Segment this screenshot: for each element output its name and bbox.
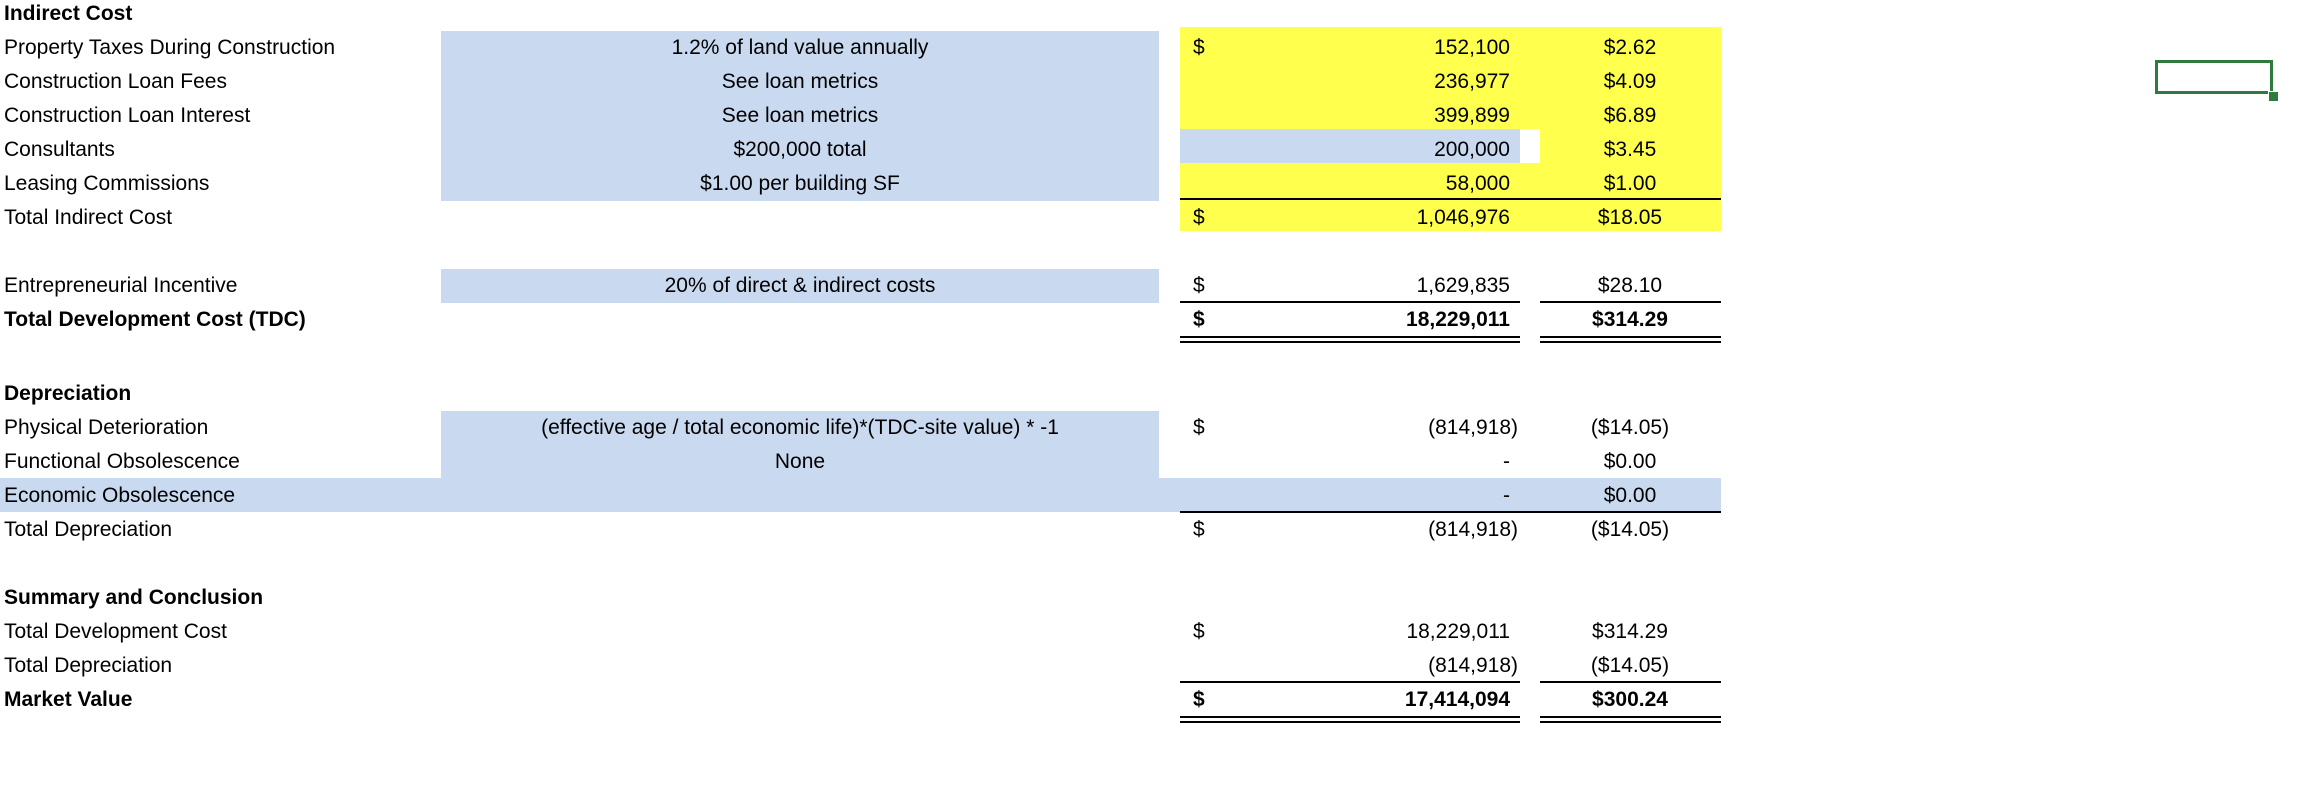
indirect-total-rule <box>1180 198 1721 200</box>
psf-economic-obsolescence[interactable]: $0.00 <box>1603 484 1657 507</box>
dollar-total-depreciation: $ <box>1193 518 1205 541</box>
indirect-heading: Indirect Cost <box>4 2 133 25</box>
tdc-double-rule-psf <box>1540 336 1721 343</box>
psf-total-indirect[interactable]: $18.05 <box>1597 206 1663 229</box>
dollar-total-indirect: $ <box>1193 206 1205 229</box>
amount-functional-obsolescence[interactable]: - <box>1503 450 1510 473</box>
row-label-economic-obsolescence: Economic Obsolescence <box>4 484 236 507</box>
row-label-leasing-commissions: Leasing Commissions <box>4 172 210 195</box>
amount-economic-obsolescence[interactable]: - <box>1503 484 1510 507</box>
consultants-gap <box>1520 129 1540 163</box>
dollar-tdc: $ <box>1193 308 1205 331</box>
note-property-taxes[interactable]: 1.2% of land value annually <box>441 31 1159 65</box>
psf-summary-tdc[interactable]: $314.29 <box>1592 620 1668 643</box>
row-label-entrepreneurial-incentive: Entrepreneurial Incentive <box>4 274 238 297</box>
note-leasing-commissions[interactable]: $1.00 per building SF <box>441 167 1159 201</box>
note-entrepreneurial-incentive[interactable]: 20% of direct & indirect costs <box>441 269 1159 303</box>
fill-handle[interactable] <box>2268 91 2279 102</box>
row-label-property-taxes: Property Taxes During Construction <box>4 36 336 59</box>
dollar-market-value: $ <box>1193 688 1205 711</box>
market-value-double-rule-psf <box>1540 716 1721 723</box>
psf-summary-depreciation[interactable]: ($14.05) <box>1590 654 1670 677</box>
psf-market-value[interactable]: $300.24 <box>1592 688 1668 711</box>
tdc-double-rule-amount <box>1180 336 1520 343</box>
row-label-summary-depreciation: Total Depreciation <box>4 654 173 677</box>
amount-consultants[interactable]: 200,000 <box>1434 138 1510 161</box>
amount-summary-tdc[interactable]: 18,229,011 <box>1406 620 1510 643</box>
dollar-summary-tdc: $ <box>1193 620 1205 643</box>
amount-market-value[interactable]: 17,414,094 <box>1404 688 1510 711</box>
row-label-loan-fees: Construction Loan Fees <box>4 70 227 93</box>
row-label-tdc: Total Development Cost (TDC) <box>4 308 306 331</box>
summary-heading: Summary and Conclusion <box>4 586 264 609</box>
psf-property-taxes[interactable]: $2.62 <box>1603 36 1657 59</box>
psf-entrepreneurial-incentive[interactable]: $28.10 <box>1597 274 1663 297</box>
psf-consultants[interactable]: $3.45 <box>1603 138 1657 161</box>
market-value-double-rule-amount <box>1180 716 1520 723</box>
note-physical-deterioration[interactable]: (effective age / total economic life)*(TDC-site value) * -1 <box>441 411 1159 445</box>
dollar-entrepreneurial-incentive: $ <box>1193 274 1205 297</box>
psf-physical-deterioration[interactable]: ($14.05) <box>1590 416 1670 439</box>
amount-loan-interest[interactable]: 399,899 <box>1434 104 1510 127</box>
note-loan-fees[interactable]: See loan metrics <box>441 65 1159 99</box>
note-consultants[interactable]: $200,000 total <box>441 133 1159 167</box>
psf-loan-interest[interactable]: $6.89 <box>1603 104 1657 127</box>
note-loan-interest[interactable]: See loan metrics <box>441 99 1159 133</box>
note-functional-obsolescence[interactable]: None <box>441 445 1159 479</box>
row-label-consultants: Consultants <box>4 138 115 161</box>
depreciation-heading: Depreciation <box>4 382 132 405</box>
dollar-property-taxes: $ <box>1193 36 1205 59</box>
amount-tdc[interactable]: 18,229,011 <box>1406 308 1510 331</box>
psf-total-depreciation[interactable]: ($14.05) <box>1590 518 1670 541</box>
row-label-summary-tdc: Total Development Cost <box>4 620 227 643</box>
amount-summary-depreciation[interactable]: (814,918) <box>1428 654 1518 677</box>
amount-total-indirect[interactable]: 1,046,976 <box>1416 206 1510 229</box>
row-label-physical-deterioration: Physical Deterioration <box>4 416 209 439</box>
row-label-total-depreciation: Total Depreciation <box>4 518 173 541</box>
row-label-market-value: Market Value <box>4 688 133 711</box>
psf-leasing-commissions[interactable]: $1.00 <box>1603 172 1657 195</box>
selected-cell[interactable] <box>2155 60 2273 94</box>
row-label-functional-obsolescence: Functional Obsolescence <box>4 450 240 473</box>
row-label-loan-interest: Construction Loan Interest <box>4 104 251 127</box>
amount-leasing-commissions[interactable]: 58,000 <box>1445 172 1510 195</box>
psf-loan-fees[interactable]: $4.09 <box>1603 70 1657 93</box>
amount-entrepreneurial-incentive[interactable]: 1,629,835 <box>1416 274 1510 297</box>
row-label-total-indirect: Total Indirect Cost <box>4 206 173 229</box>
amount-physical-deterioration[interactable]: (814,918) <box>1428 416 1518 439</box>
amount-total-depreciation[interactable]: (814,918) <box>1428 518 1518 541</box>
dollar-physical-deterioration: $ <box>1193 416 1205 439</box>
amount-loan-fees[interactable]: 236,977 <box>1434 70 1510 93</box>
psf-tdc[interactable]: $314.29 <box>1592 308 1668 331</box>
amount-property-taxes[interactable]: 152,100 <box>1434 36 1510 59</box>
psf-functional-obsolescence[interactable]: $0.00 <box>1603 450 1657 473</box>
